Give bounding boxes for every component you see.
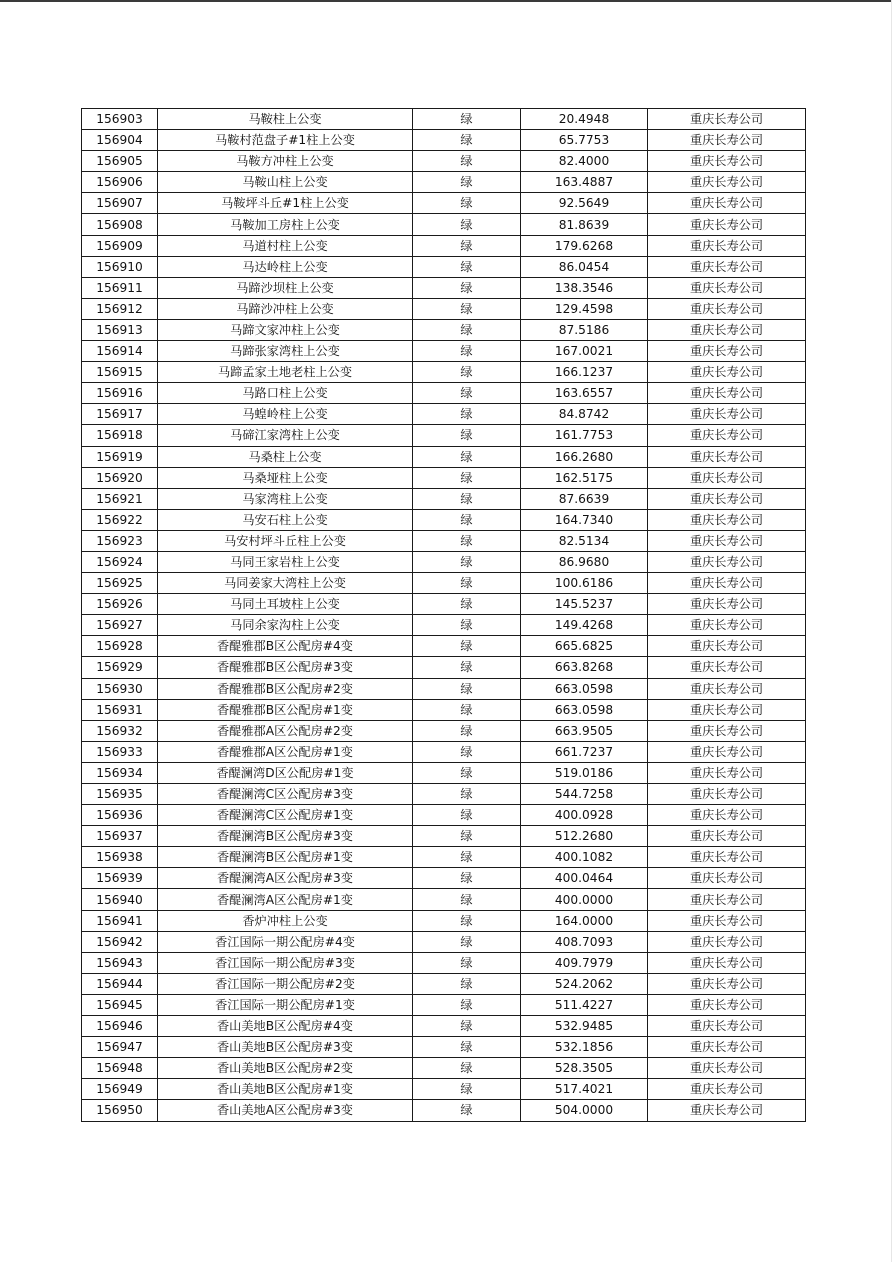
cell-color: 绿 [413, 151, 521, 172]
table-row [82, 404, 806, 425]
cell-color: 绿 [413, 488, 521, 509]
cell-color: 绿 [413, 720, 521, 741]
cell-company: 重庆长寿公司 [648, 720, 806, 741]
cell-name: 马家湾柱上公变 [158, 488, 413, 509]
cell-id: 156938 [82, 847, 158, 868]
cell-value: 87.5186 [521, 319, 648, 340]
cell-company: 重庆长寿公司 [648, 784, 806, 805]
cell-id: 156919 [82, 446, 158, 467]
cell-color: 绿 [413, 509, 521, 530]
cell-company: 重庆长寿公司 [648, 594, 806, 615]
table-row [82, 1079, 806, 1100]
cell-value: 82.5134 [521, 530, 648, 551]
cell-value: 665.6825 [521, 636, 648, 657]
cell-name: 马蹄沙冲柱上公变 [158, 298, 413, 319]
cell-color: 绿 [413, 678, 521, 699]
cell-company: 重庆长寿公司 [648, 193, 806, 214]
cell-id: 156941 [82, 910, 158, 931]
cell-name: 马蹄沙坝柱上公变 [158, 277, 413, 298]
cell-id: 156912 [82, 298, 158, 319]
cell-id: 156950 [82, 1100, 158, 1121]
cell-company: 重庆长寿公司 [648, 868, 806, 889]
table-row [82, 341, 806, 362]
cell-name: 马安石柱上公变 [158, 509, 413, 530]
cell-color: 绿 [413, 383, 521, 404]
table-row [82, 594, 806, 615]
cell-color: 绿 [413, 636, 521, 657]
cell-company: 重庆长寿公司 [648, 341, 806, 362]
cell-id: 156920 [82, 467, 158, 488]
cell-company: 重庆长寿公司 [648, 109, 806, 130]
cell-name: 香醍澜湾A区公配房#1变 [158, 889, 413, 910]
cell-value: 84.8742 [521, 404, 648, 425]
cell-id: 156931 [82, 699, 158, 720]
cell-name: 香醍澜湾A区公配房#3变 [158, 868, 413, 889]
table-row [82, 573, 806, 594]
cell-color: 绿 [413, 594, 521, 615]
cell-name: 马同余家沟柱上公变 [158, 615, 413, 636]
cell-company: 重庆长寿公司 [648, 530, 806, 551]
table-row [82, 889, 806, 910]
cell-name: 香山美地A区公配房#3变 [158, 1100, 413, 1121]
cell-color: 绿 [413, 130, 521, 151]
table-row [82, 509, 806, 530]
table-row [82, 994, 806, 1015]
cell-value: 519.0186 [521, 762, 648, 783]
cell-color: 绿 [413, 298, 521, 319]
cell-name: 香醍澜湾B区公配房#3变 [158, 826, 413, 847]
cell-company: 重庆长寿公司 [648, 657, 806, 678]
cell-value: 532.9485 [521, 1016, 648, 1037]
table-row [82, 277, 806, 298]
table-row [82, 826, 806, 847]
table-row [82, 383, 806, 404]
cell-company: 重庆长寿公司 [648, 277, 806, 298]
cell-color: 绿 [413, 699, 521, 720]
cell-color: 绿 [413, 172, 521, 193]
cell-name: 香江国际一期公配房#1变 [158, 994, 413, 1015]
table-row [82, 551, 806, 572]
cell-value: 129.4598 [521, 298, 648, 319]
cell-color: 绿 [413, 404, 521, 425]
cell-value: 532.1856 [521, 1037, 648, 1058]
cell-color: 绿 [413, 235, 521, 256]
cell-color: 绿 [413, 530, 521, 551]
cell-color: 绿 [413, 446, 521, 467]
cell-id: 156936 [82, 805, 158, 826]
table-row [82, 172, 806, 193]
table-row [82, 720, 806, 741]
table-row [82, 973, 806, 994]
cell-company: 重庆长寿公司 [648, 425, 806, 446]
table-row [82, 762, 806, 783]
cell-value: 408.7093 [521, 931, 648, 952]
cell-value: 400.1082 [521, 847, 648, 868]
table-row [82, 362, 806, 383]
cell-id: 156905 [82, 151, 158, 172]
cell-value: 663.8268 [521, 657, 648, 678]
cell-name: 香醍澜湾C区公配房#1变 [158, 805, 413, 826]
cell-company: 重庆长寿公司 [648, 404, 806, 425]
table-body [82, 109, 806, 1122]
cell-id: 156914 [82, 341, 158, 362]
table-row [82, 741, 806, 762]
cell-name: 马鞍方冲柱上公变 [158, 151, 413, 172]
cell-company: 重庆长寿公司 [648, 256, 806, 277]
cell-company: 重庆长寿公司 [648, 1100, 806, 1121]
cell-name: 马桑垭柱上公变 [158, 467, 413, 488]
cell-company: 重庆长寿公司 [648, 952, 806, 973]
cell-value: 512.2680 [521, 826, 648, 847]
cell-name: 香醍雅郡A区公配房#1变 [158, 741, 413, 762]
cell-name: 香山美地B区公配房#2变 [158, 1058, 413, 1079]
cell-company: 重庆长寿公司 [648, 151, 806, 172]
cell-id: 156930 [82, 678, 158, 699]
cell-id: 156917 [82, 404, 158, 425]
table-row [82, 615, 806, 636]
cell-value: 20.4948 [521, 109, 648, 130]
cell-value: 86.0454 [521, 256, 648, 277]
cell-name: 香醍澜湾C区公配房#3变 [158, 784, 413, 805]
cell-id: 156932 [82, 720, 158, 741]
cell-id: 156933 [82, 741, 158, 762]
cell-value: 163.6557 [521, 383, 648, 404]
cell-color: 绿 [413, 277, 521, 298]
table-row [82, 910, 806, 931]
cell-company: 重庆长寿公司 [648, 678, 806, 699]
cell-value: 663.0598 [521, 678, 648, 699]
cell-name: 马鞍村范盘子#1柱上公变 [158, 130, 413, 151]
cell-color: 绿 [413, 868, 521, 889]
cell-color: 绿 [413, 931, 521, 952]
cell-company: 重庆长寿公司 [648, 615, 806, 636]
cell-color: 绿 [413, 214, 521, 235]
cell-id: 156929 [82, 657, 158, 678]
cell-value: 162.5175 [521, 467, 648, 488]
cell-id: 156908 [82, 214, 158, 235]
page-top-border [0, 0, 892, 2]
cell-company: 重庆长寿公司 [648, 488, 806, 509]
cell-color: 绿 [413, 657, 521, 678]
cell-name: 马同王家岩柱上公变 [158, 551, 413, 572]
cell-id: 156906 [82, 172, 158, 193]
cell-company: 重庆长寿公司 [648, 319, 806, 340]
cell-company: 重庆长寿公司 [648, 214, 806, 235]
cell-id: 156907 [82, 193, 158, 214]
cell-value: 100.6186 [521, 573, 648, 594]
cell-value: 82.4000 [521, 151, 648, 172]
cell-company: 重庆长寿公司 [648, 1058, 806, 1079]
cell-id: 156923 [82, 530, 158, 551]
cell-name: 香山美地B区公配房#4变 [158, 1016, 413, 1037]
cell-id: 156921 [82, 488, 158, 509]
cell-company: 重庆长寿公司 [648, 889, 806, 910]
cell-name: 马鞍加工房柱上公变 [158, 214, 413, 235]
cell-color: 绿 [413, 193, 521, 214]
cell-company: 重庆长寿公司 [648, 699, 806, 720]
cell-name: 香醍雅郡B区公配房#1变 [158, 699, 413, 720]
cell-value: 81.8639 [521, 214, 648, 235]
cell-id: 156935 [82, 784, 158, 805]
cell-color: 绿 [413, 467, 521, 488]
table-row [82, 446, 806, 467]
cell-name: 香醍雅郡B区公配房#4变 [158, 636, 413, 657]
cell-value: 166.1237 [521, 362, 648, 383]
cell-id: 156926 [82, 594, 158, 615]
table-row [82, 784, 806, 805]
cell-company: 重庆长寿公司 [648, 172, 806, 193]
cell-value: 164.0000 [521, 910, 648, 931]
cell-company: 重庆长寿公司 [648, 1016, 806, 1037]
cell-name: 香醍澜湾B区公配房#1变 [158, 847, 413, 868]
cell-name: 马鞍山柱上公变 [158, 172, 413, 193]
cell-color: 绿 [413, 551, 521, 572]
cell-company: 重庆长寿公司 [648, 1037, 806, 1058]
cell-company: 重庆长寿公司 [648, 805, 806, 826]
cell-color: 绿 [413, 889, 521, 910]
cell-id: 156922 [82, 509, 158, 530]
cell-value: 163.4887 [521, 172, 648, 193]
cell-company: 重庆长寿公司 [648, 362, 806, 383]
cell-company: 重庆长寿公司 [648, 847, 806, 868]
cell-name: 香醍雅郡B区公配房#3变 [158, 657, 413, 678]
cell-color: 绿 [413, 1016, 521, 1037]
cell-id: 156916 [82, 383, 158, 404]
cell-id: 156939 [82, 868, 158, 889]
table-row [82, 1100, 806, 1121]
cell-color: 绿 [413, 615, 521, 636]
cell-value: 179.6268 [521, 235, 648, 256]
cell-color: 绿 [413, 362, 521, 383]
cell-id: 156924 [82, 551, 158, 572]
cell-id: 156928 [82, 636, 158, 657]
cell-value: 166.2680 [521, 446, 648, 467]
data-table [81, 108, 806, 1122]
table-row [82, 1016, 806, 1037]
cell-value: 528.3505 [521, 1058, 648, 1079]
cell-company: 重庆长寿公司 [648, 130, 806, 151]
cell-color: 绿 [413, 952, 521, 973]
cell-value: 86.9680 [521, 551, 648, 572]
table-row [82, 1037, 806, 1058]
table-row [82, 847, 806, 868]
cell-name: 马安村坪斗丘柱上公变 [158, 530, 413, 551]
cell-value: 661.7237 [521, 741, 648, 762]
table-row [82, 678, 806, 699]
cell-name: 马同姜家大湾柱上公变 [158, 573, 413, 594]
cell-name: 香醍澜湾D区公配房#1变 [158, 762, 413, 783]
cell-value: 65.7753 [521, 130, 648, 151]
table-row [82, 425, 806, 446]
cell-id: 156948 [82, 1058, 158, 1079]
cell-name: 香江国际一期公配房#4变 [158, 931, 413, 952]
table-row [82, 488, 806, 509]
cell-value: 409.7979 [521, 952, 648, 973]
table-row [82, 214, 806, 235]
table-row [82, 467, 806, 488]
cell-color: 绿 [413, 847, 521, 868]
cell-id: 156915 [82, 362, 158, 383]
table-row [82, 193, 806, 214]
cell-color: 绿 [413, 109, 521, 130]
cell-name: 马同土耳坡柱上公变 [158, 594, 413, 615]
cell-company: 重庆长寿公司 [648, 446, 806, 467]
cell-name: 马蹄孟家土地老柱上公变 [158, 362, 413, 383]
cell-id: 156940 [82, 889, 158, 910]
cell-name: 马路口柱上公变 [158, 383, 413, 404]
cell-value: 164.7340 [521, 509, 648, 530]
cell-color: 绿 [413, 1100, 521, 1121]
cell-value: 517.4021 [521, 1079, 648, 1100]
cell-name: 香江国际一期公配房#3变 [158, 952, 413, 973]
cell-id: 156918 [82, 425, 158, 446]
cell-name: 马鞍柱上公变 [158, 109, 413, 130]
cell-company: 重庆长寿公司 [648, 762, 806, 783]
cell-company: 重庆长寿公司 [648, 383, 806, 404]
table-row [82, 298, 806, 319]
cell-name: 香江国际一期公配房#2变 [158, 973, 413, 994]
cell-id: 156909 [82, 235, 158, 256]
cell-color: 绿 [413, 256, 521, 277]
cell-value: 663.0598 [521, 699, 648, 720]
table-row [82, 952, 806, 973]
cell-id: 156942 [82, 931, 158, 952]
cell-company: 重庆长寿公司 [648, 573, 806, 594]
cell-company: 重庆长寿公司 [648, 994, 806, 1015]
table-row [82, 657, 806, 678]
cell-id: 156904 [82, 130, 158, 151]
cell-value: 544.7258 [521, 784, 648, 805]
cell-value: 511.4227 [521, 994, 648, 1015]
cell-company: 重庆长寿公司 [648, 910, 806, 931]
cell-company: 重庆长寿公司 [648, 973, 806, 994]
cell-id: 156946 [82, 1016, 158, 1037]
cell-id: 156934 [82, 762, 158, 783]
cell-name: 马道村柱上公变 [158, 235, 413, 256]
cell-color: 绿 [413, 341, 521, 362]
cell-color: 绿 [413, 994, 521, 1015]
cell-name: 香山美地B区公配房#3变 [158, 1037, 413, 1058]
table-row [82, 805, 806, 826]
cell-name: 马蹄张家湾柱上公变 [158, 341, 413, 362]
cell-name: 马桑柱上公变 [158, 446, 413, 467]
cell-name: 香炉冲柱上公变 [158, 910, 413, 931]
cell-color: 绿 [413, 1058, 521, 1079]
cell-name: 马碲江家湾柱上公变 [158, 425, 413, 446]
cell-name: 马鞍坪斗丘#1柱上公变 [158, 193, 413, 214]
cell-value: 92.5649 [521, 193, 648, 214]
cell-company: 重庆长寿公司 [648, 298, 806, 319]
table-row [82, 636, 806, 657]
cell-name: 马蝗岭柱上公变 [158, 404, 413, 425]
table-row [82, 319, 806, 340]
cell-color: 绿 [413, 973, 521, 994]
cell-value: 663.9505 [521, 720, 648, 741]
cell-value: 87.6639 [521, 488, 648, 509]
cell-value: 400.0928 [521, 805, 648, 826]
cell-value: 161.7753 [521, 425, 648, 446]
cell-name: 香醍雅郡A区公配房#2变 [158, 720, 413, 741]
cell-name: 香醍雅郡B区公配房#2变 [158, 678, 413, 699]
cell-id: 156944 [82, 973, 158, 994]
cell-color: 绿 [413, 826, 521, 847]
cell-id: 156937 [82, 826, 158, 847]
table-row [82, 699, 806, 720]
cell-value: 167.0021 [521, 341, 648, 362]
cell-id: 156911 [82, 277, 158, 298]
cell-value: 504.0000 [521, 1100, 648, 1121]
cell-name: 马蹄文家冲柱上公变 [158, 319, 413, 340]
cell-id: 156910 [82, 256, 158, 277]
cell-company: 重庆长寿公司 [648, 235, 806, 256]
cell-value: 149.4268 [521, 615, 648, 636]
cell-color: 绿 [413, 910, 521, 931]
cell-color: 绿 [413, 573, 521, 594]
cell-id: 156927 [82, 615, 158, 636]
cell-id: 156913 [82, 319, 158, 340]
cell-company: 重庆长寿公司 [648, 826, 806, 847]
cell-company: 重庆长寿公司 [648, 551, 806, 572]
cell-color: 绿 [413, 784, 521, 805]
cell-color: 绿 [413, 319, 521, 340]
cell-id: 156925 [82, 573, 158, 594]
table-row [82, 130, 806, 151]
cell-id: 156945 [82, 994, 158, 1015]
cell-id: 156943 [82, 952, 158, 973]
table-row [82, 931, 806, 952]
cell-value: 145.5237 [521, 594, 648, 615]
cell-company: 重庆长寿公司 [648, 467, 806, 488]
cell-color: 绿 [413, 805, 521, 826]
cell-company: 重庆长寿公司 [648, 1079, 806, 1100]
cell-color: 绿 [413, 1037, 521, 1058]
cell-company: 重庆长寿公司 [648, 931, 806, 952]
cell-value: 400.0000 [521, 889, 648, 910]
cell-id: 156947 [82, 1037, 158, 1058]
table-row [82, 530, 806, 551]
cell-id: 156903 [82, 109, 158, 130]
cell-value: 138.3546 [521, 277, 648, 298]
cell-value: 400.0464 [521, 868, 648, 889]
table-row [82, 1058, 806, 1079]
cell-company: 重庆长寿公司 [648, 636, 806, 657]
cell-company: 重庆长寿公司 [648, 741, 806, 762]
cell-color: 绿 [413, 741, 521, 762]
table-row [82, 109, 806, 130]
cell-company: 重庆长寿公司 [648, 509, 806, 530]
cell-name: 马达岭柱上公变 [158, 256, 413, 277]
cell-color: 绿 [413, 762, 521, 783]
table-row [82, 256, 806, 277]
cell-color: 绿 [413, 1079, 521, 1100]
cell-id: 156949 [82, 1079, 158, 1100]
cell-value: 524.2062 [521, 973, 648, 994]
table-row [82, 235, 806, 256]
table-row [82, 868, 806, 889]
cell-color: 绿 [413, 425, 521, 446]
cell-name: 香山美地B区公配房#1变 [158, 1079, 413, 1100]
table-row [82, 151, 806, 172]
